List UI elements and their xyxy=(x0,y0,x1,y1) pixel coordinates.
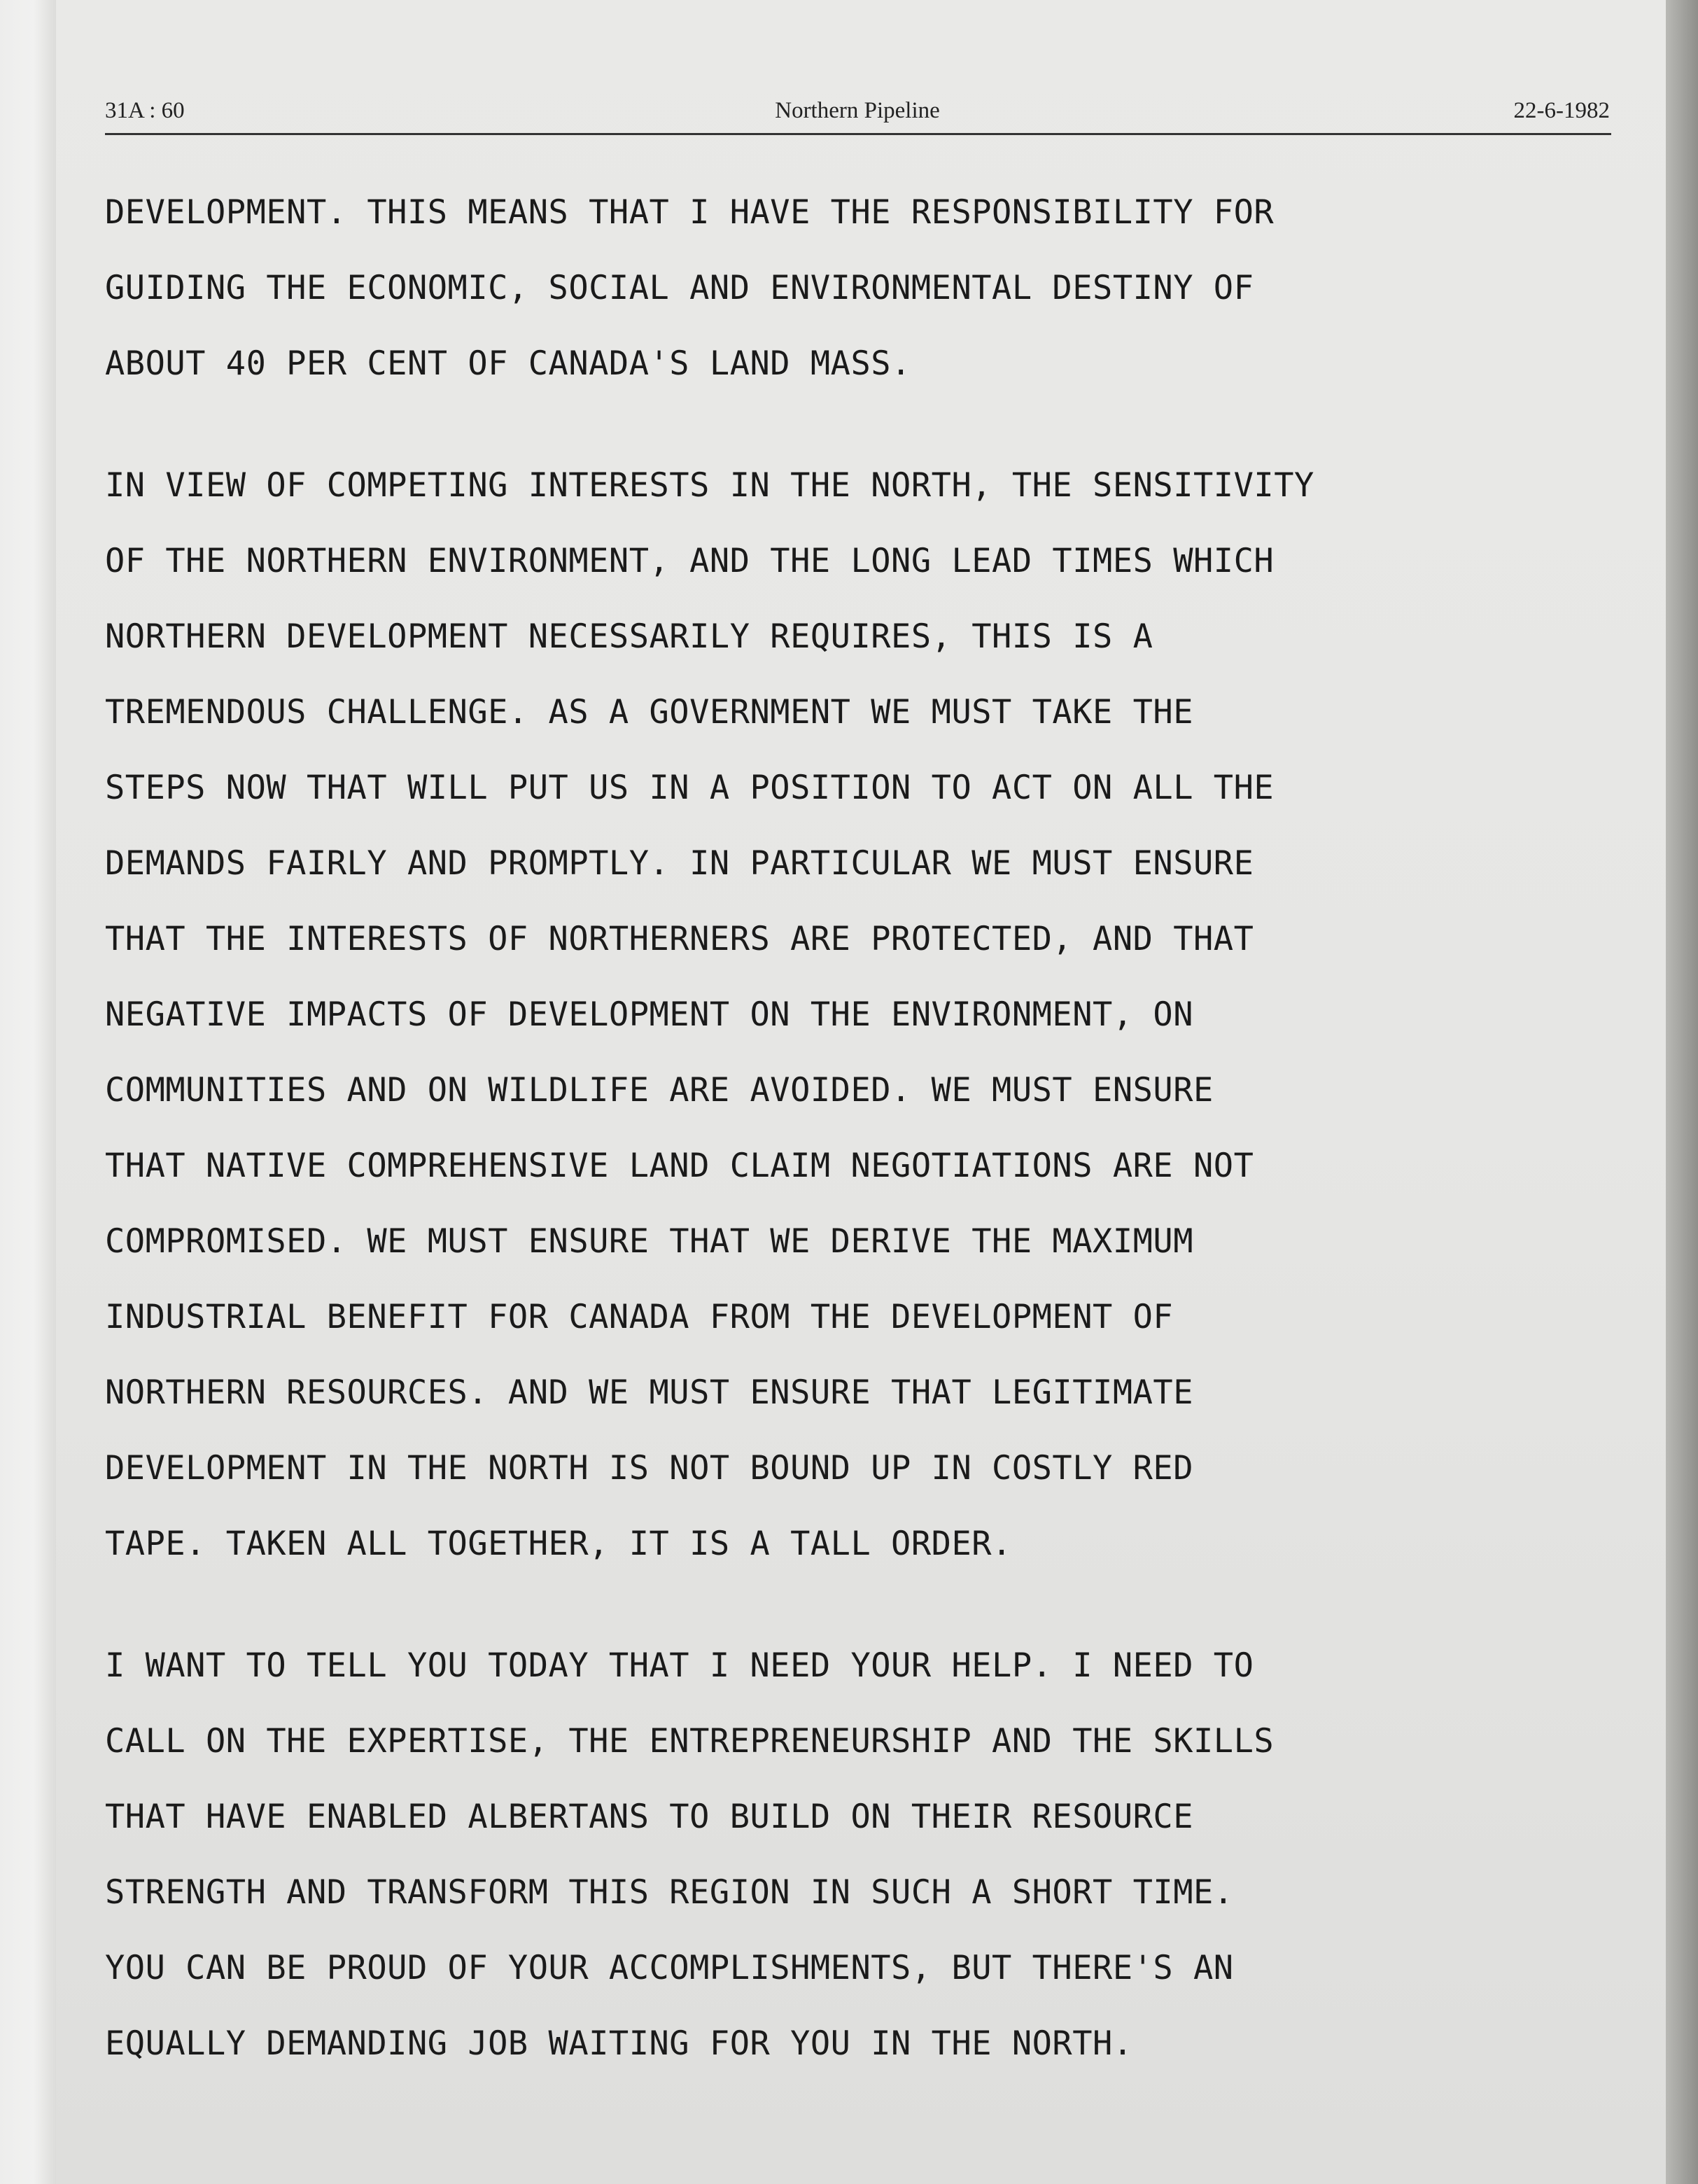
text-line: TREMENDOUS CHALLENGE. AS A GOVERNMENT WE MUST TAKE THE xyxy=(105,693,1194,732)
header-title: Northern Pipeline xyxy=(775,98,940,123)
text-line: DEVELOPMENT. THIS MEANS THAT I HAVE THE RESPONSIBILITY FOR xyxy=(105,193,1275,232)
paragraph xyxy=(105,1628,1610,2082)
header-rule xyxy=(105,133,1611,135)
body-text xyxy=(105,175,1610,2128)
text-line: DEMANDS FAIRLY AND PROMPTLY. IN PARTICULAR WE MUST ENSURE xyxy=(105,844,1254,883)
text-line: THAT HAVE ENABLED ALBERTANS TO BUILD ON THEIR RESOURCE xyxy=(105,1798,1194,1836)
text-line: DEVELOPMENT IN THE NORTH IS NOT BOUND UP IN COSTLY RED xyxy=(105,1449,1194,1488)
text-line: YOU CAN BE PROUD OF YOUR ACCOMPLISHMENTS, BUT THERE'S AN xyxy=(105,1949,1234,1987)
text-line: TAPE. TAKEN ALL TOGETHER, IT IS A TALL ORDER. xyxy=(105,1525,1012,1563)
text-line: INDUSTRIAL BENEFIT FOR CANADA FROM THE DEVELOPMENT OF xyxy=(105,1298,1174,1336)
paragraph xyxy=(105,448,1610,1582)
page-left-margin xyxy=(0,0,56,2184)
page-reference: 31A : 60 xyxy=(105,98,185,123)
text-line: IN VIEW OF COMPETING INTERESTS IN THE NORTH, THE SENSITIVITY xyxy=(105,466,1314,505)
text-line: NORTHERN DEVELOPMENT NECESSARILY REQUIRES, THIS IS A xyxy=(105,617,1153,656)
paragraph xyxy=(105,175,1610,402)
header-date: 22-6-1982 xyxy=(1513,98,1610,123)
text-line: NORTHERN RESOURCES. AND WE MUST ENSURE THAT LEGITIMATE xyxy=(105,1373,1194,1412)
text-line: EQUALLY DEMANDING JOB WAITING FOR YOU IN THE NORTH. xyxy=(105,2024,1133,2063)
text-line: ABOUT 40 PER CENT OF CANADA'S LAND MASS. xyxy=(105,344,911,383)
text-line: THAT NATIVE COMPREHENSIVE LAND CLAIM NEGOTIATIONS ARE NOT xyxy=(105,1147,1254,1185)
text-line: STRENGTH AND TRANSFORM THIS REGION IN SUCH A SHORT TIME. xyxy=(105,1873,1234,1912)
text-line: CALL ON THE EXPERTISE, THE ENTREPRENEURSHIP AND THE SKILLS xyxy=(105,1722,1275,1760)
text-line: I WANT TO TELL YOU TODAY THAT I NEED YOUR HELP. I NEED TO xyxy=(105,1646,1254,1685)
text-line: NEGATIVE IMPACTS OF DEVELOPMENT ON THE ENVIRONMENT, ON xyxy=(105,995,1194,1034)
page-right-shadow xyxy=(1666,0,1698,2184)
text-line: STEPS NOW THAT WILL PUT US IN A POSITION TO ACT ON ALL THE xyxy=(105,769,1275,807)
text-line: GUIDING THE ECONOMIC, SOCIAL AND ENVIRONMENTAL DESTINY OF xyxy=(105,269,1254,307)
text-line: THAT THE INTERESTS OF NORTHERNERS ARE PROTECTED, AND THAT xyxy=(105,920,1254,958)
text-line: OF THE NORTHERN ENVIRONMENT, AND THE LONG LEAD TIMES WHICH xyxy=(105,542,1275,580)
page-header xyxy=(105,98,1610,133)
text-line: COMMUNITIES AND ON WILDLIFE ARE AVOIDED. WE MUST ENSURE xyxy=(105,1071,1214,1110)
text-line: COMPROMISED. WE MUST ENSURE THAT WE DERIVE THE MAXIMUM xyxy=(105,1222,1194,1261)
